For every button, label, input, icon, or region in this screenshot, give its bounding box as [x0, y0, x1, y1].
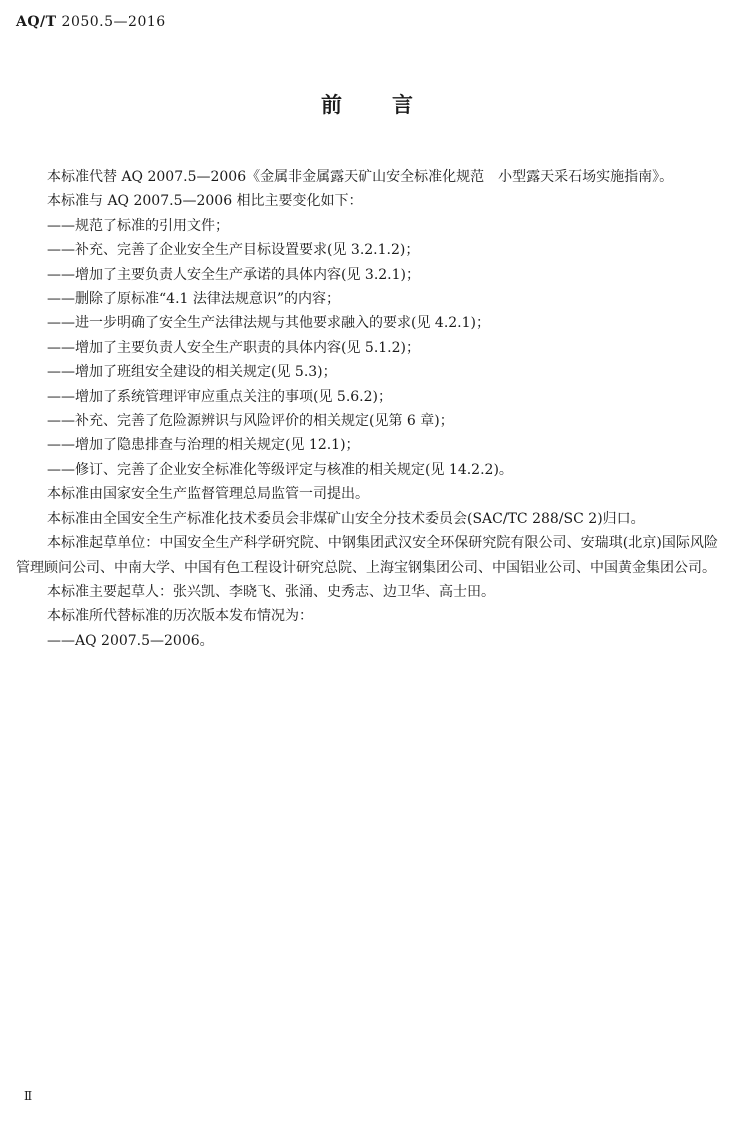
foreword-body: [16, 165, 718, 653]
page-title: 前言: [321, 92, 463, 117]
paragraph-changes-intro: 本标准与 AQ 2007.5—2006 相比主要变化如下：: [47, 193, 363, 210]
standard-prefix: AQ/T: [16, 14, 57, 30]
change-item: ——增加了隐患排查与治理的相关规定(见 12.1)；: [47, 437, 360, 454]
paragraph-history-intro: 本标准所代替标准的历次版本发布情况为：: [47, 608, 313, 625]
history-item: ——AQ 2007.5—2006。: [47, 632, 214, 649]
change-item: ——增加了系统管理评审应重点关注的事项(见 5.6.2)；: [47, 388, 392, 405]
change-item: ——补充、完善了危险源辨识与风险评价的相关规定(见第 6 章)；: [47, 413, 454, 430]
change-item: ——补充、完善了企业安全生产目标设置要求(见 3.2.1.2)；: [47, 242, 420, 259]
standard-number: 2050.5—2016: [61, 14, 166, 30]
change-item: ——进一步明确了安全生产法律法规与其他要求融入的要求(见 4.2.1)；: [47, 315, 490, 332]
paragraph-proposer: 本标准由国家安全生产监督管理总局监管一司提出。: [47, 486, 369, 503]
change-item: ——增加了主要负责人安全生产职责的具体内容(见 5.1.2)；: [47, 339, 420, 356]
standard-code: [16, 12, 166, 32]
paragraph-replacement: 本标准代替 AQ 2007.5—2006《金属非金属露天矿山安全标准化规范 小型露天采石场实施指南》。: [47, 169, 674, 185]
change-item: ——增加了班组安全建设的相关规定(见 5.3)；: [47, 364, 337, 381]
paragraph-drafting-units: 本标准起草单位：中国安全生产科学研究院、中钢集团武汉安全环保研究院有限公司、安瑞琪(北京)国际风险管理顾问公司、中南大学、中国有色工程设计研究总院、上海宝钢集团公司、中国铝业公司、中国黄金集团公司。: [16, 535, 718, 576]
paragraph-drafters: 本标准主要起草人：张兴凯、李晓飞、张涌、史秀志、边卫华、高士田。: [47, 583, 495, 600]
change-item: ——删除了原标准“4.1 法律法规意识”的内容；: [47, 291, 341, 308]
change-item: ——增加了主要负责人安全生产承诺的具体内容(见 3.2.1)；: [47, 266, 420, 283]
change-item: ——修订、完善了企业安全标准化等级评定与核准的相关规定(见 14.2.2)。: [47, 461, 513, 478]
paragraph-committee: 本标准由全国安全生产标准化技术委员会非煤矿山安全分技术委员会(SAC/TC 288/SC 2)归口。: [47, 510, 645, 527]
change-item: ——规范了标准的引用文件；: [47, 217, 229, 234]
page-number: Ⅱ: [24, 1089, 33, 1103]
